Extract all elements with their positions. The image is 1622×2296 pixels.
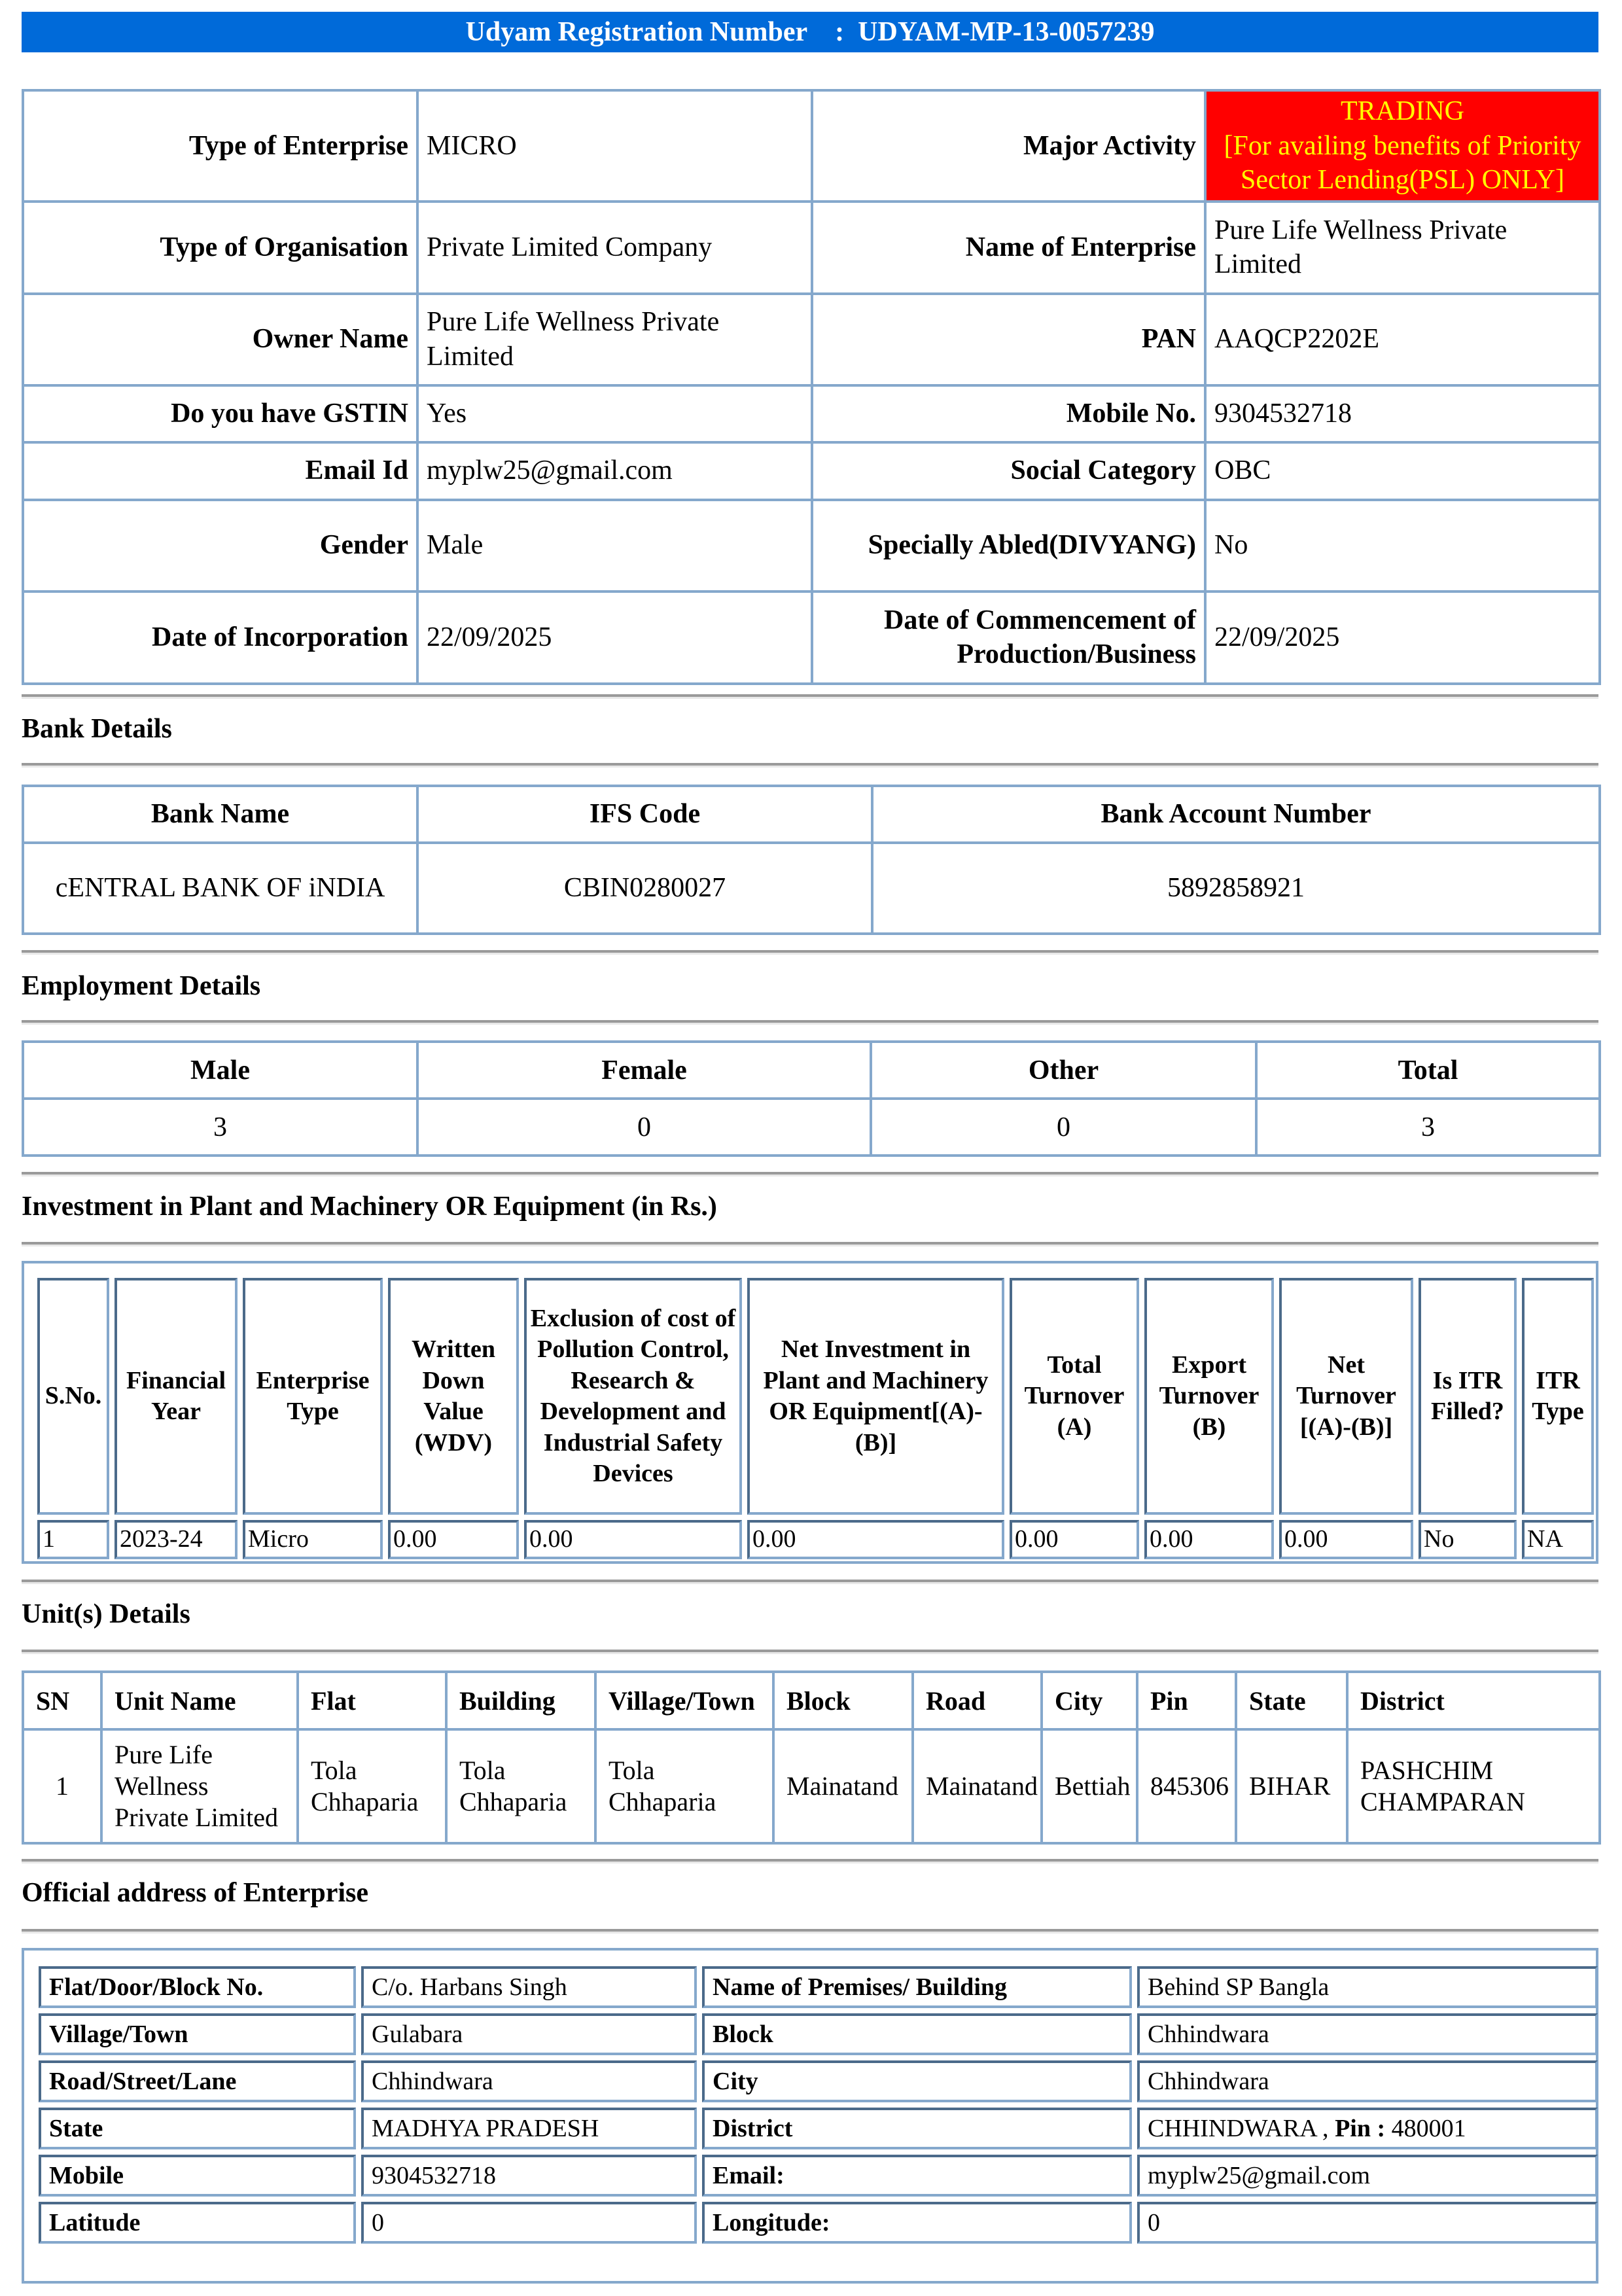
block-label: Block bbox=[702, 2013, 1132, 2055]
enterprise-details-table bbox=[22, 89, 1601, 685]
divider bbox=[22, 1859, 1598, 1863]
village-town-value: Gulabara bbox=[361, 2013, 697, 2055]
block-value: Mainatand bbox=[773, 1729, 913, 1843]
date-of-commencement-label: Date of Commencement of Production/Business bbox=[812, 592, 1205, 684]
table-row bbox=[23, 202, 1600, 294]
other-count: 0 bbox=[871, 1099, 1256, 1156]
account-number-value: 5892858921 bbox=[872, 843, 1600, 934]
owner-name-value: Pure Life Wellness Private Limited bbox=[417, 294, 812, 385]
exclusion-cost-value: 0.00 bbox=[524, 1520, 742, 1559]
pin-header: Pin bbox=[1137, 1672, 1236, 1729]
major-activity-type: TRADING bbox=[1341, 96, 1464, 126]
state-value: BIHAR bbox=[1236, 1729, 1347, 1843]
investment-heading: Investment in Plant and Machinery OR Equipment (in Rs.) bbox=[22, 1192, 717, 1222]
table-header-row bbox=[23, 1042, 1600, 1099]
state-header: State bbox=[1236, 1672, 1347, 1729]
table-row bbox=[23, 592, 1600, 684]
block-header: Block bbox=[773, 1672, 913, 1729]
email-value: myplw25@gmail.com bbox=[1137, 2155, 1598, 2197]
table-row bbox=[23, 1729, 1600, 1843]
wdv-header: Written Down Value (WDV) bbox=[388, 1278, 519, 1515]
date-of-incorporation-value: 22/09/2025 bbox=[417, 592, 812, 684]
district-header: District bbox=[1347, 1672, 1600, 1729]
state-label: State bbox=[39, 2108, 356, 2149]
ifs-code-value: CBIN0280027 bbox=[417, 843, 872, 934]
name-of-enterprise-value: Pure Life Wellness Private Limited bbox=[1205, 202, 1600, 294]
udyam-registration-header bbox=[22, 12, 1598, 52]
city-value: Bettiah bbox=[1042, 1729, 1137, 1843]
exclusion-cost-header: Exclusion of cost of Pollution Control, Research & Development and Industrial Safety Devices bbox=[524, 1278, 742, 1515]
male-count: 3 bbox=[23, 1099, 417, 1156]
pin-value: 845306 bbox=[1137, 1729, 1236, 1843]
table-row bbox=[37, 1520, 1594, 1559]
type-of-enterprise-value: MICRO bbox=[417, 90, 812, 202]
female-header: Female bbox=[417, 1042, 871, 1099]
itr-filled-value: No bbox=[1419, 1520, 1517, 1559]
divider bbox=[22, 1580, 1598, 1584]
type-of-enterprise-label: Type of Enterprise bbox=[23, 90, 417, 202]
table-row bbox=[23, 294, 1600, 385]
road-value: Mainatand bbox=[913, 1729, 1042, 1843]
table-row bbox=[39, 2155, 1598, 2197]
other-header: Other bbox=[871, 1042, 1256, 1099]
financial-year-value: 2023-24 bbox=[115, 1520, 238, 1559]
itr-type-value: NA bbox=[1522, 1520, 1594, 1559]
name-of-enterprise-label: Name of Enterprise bbox=[812, 202, 1205, 294]
ifs-code-header: IFS Code bbox=[417, 786, 872, 843]
premises-label: Name of Premises/ Building bbox=[702, 1966, 1132, 2008]
village-town-value: Tola Chhaparia bbox=[595, 1729, 773, 1843]
sn-header: SN bbox=[23, 1672, 101, 1729]
district-value bbox=[1137, 2108, 1598, 2149]
net-turnover-value: 0.00 bbox=[1279, 1520, 1413, 1559]
official-address-table bbox=[33, 1961, 1603, 2249]
premises-value: Behind SP Bangla bbox=[1137, 1966, 1598, 2008]
mobile-label: Mobile bbox=[39, 2155, 356, 2197]
table-row bbox=[23, 500, 1600, 592]
units-table bbox=[22, 1670, 1601, 1845]
enterprise-type-header: Enterprise Type bbox=[243, 1278, 383, 1515]
bank-details-table bbox=[22, 785, 1601, 935]
sn-value: 1 bbox=[23, 1729, 101, 1843]
road-label: Road/Street/Lane bbox=[39, 2060, 356, 2102]
date-of-incorporation-label: Date of Incorporation bbox=[23, 592, 417, 684]
email-label: Email: bbox=[702, 2155, 1132, 2197]
city-label: City bbox=[702, 2060, 1132, 2102]
investment-table bbox=[32, 1273, 1599, 1564]
flat-door-value: C/o. Harbans Singh bbox=[361, 1966, 697, 2008]
specially-abled-label: Specially Abled(DIVYANG) bbox=[812, 500, 1205, 592]
district-name: CHHINDWARA , bbox=[1148, 2115, 1329, 2142]
divider bbox=[22, 1172, 1598, 1176]
divider bbox=[22, 1929, 1598, 1934]
table-row bbox=[39, 2202, 1598, 2244]
table-row bbox=[23, 442, 1600, 500]
village-town-label: Village/Town bbox=[39, 2013, 356, 2055]
table-row bbox=[23, 385, 1600, 442]
total-count: 3 bbox=[1256, 1099, 1600, 1156]
female-count: 0 bbox=[417, 1099, 871, 1156]
male-header: Male bbox=[23, 1042, 417, 1099]
table-row bbox=[39, 2060, 1598, 2102]
divider bbox=[22, 1020, 1598, 1025]
gender-label: Gender bbox=[23, 500, 417, 592]
total-turnover-value: 0.00 bbox=[1010, 1520, 1139, 1559]
longitude-value: 0 bbox=[1137, 2202, 1598, 2244]
latitude-label: Latitude bbox=[39, 2202, 356, 2244]
psl-note: [For availing benefits of Priority Sector Lending(PSL) ONLY] bbox=[1224, 130, 1581, 195]
latitude-value: 0 bbox=[361, 2202, 697, 2244]
pan-value: AAQCP2202E bbox=[1205, 294, 1600, 385]
enterprise-type-value: Micro bbox=[243, 1520, 383, 1559]
total-turnover-header: Total Turnover (A) bbox=[1010, 1278, 1139, 1515]
net-turnover-header: Net Turnover [(A)-(B)] bbox=[1279, 1278, 1413, 1515]
building-header: Building bbox=[446, 1672, 595, 1729]
flat-header: Flat bbox=[298, 1672, 446, 1729]
specially-abled-value: No bbox=[1205, 500, 1600, 592]
official-address-container bbox=[22, 1948, 1598, 2284]
state-value: MADHYA PRADESH bbox=[361, 2108, 697, 2149]
divider bbox=[22, 950, 1598, 955]
registration-label: Udyam Registration Number bbox=[465, 17, 808, 47]
block-value: Chhindwara bbox=[1137, 2013, 1598, 2055]
export-turnover-value: 0.00 bbox=[1144, 1520, 1274, 1559]
bank-name-value: cENTRAL BANK OF iNDIA bbox=[23, 843, 417, 934]
employment-details-table bbox=[22, 1040, 1601, 1157]
export-turnover-header: Export Turnover (B) bbox=[1144, 1278, 1274, 1515]
gstin-value: Yes bbox=[417, 385, 812, 442]
table-row bbox=[23, 90, 1600, 202]
date-of-commencement-value: 22/09/2025 bbox=[1205, 592, 1600, 684]
unit-name-header: Unit Name bbox=[101, 1672, 298, 1729]
flat-door-label: Flat/Door/Block No. bbox=[39, 1966, 356, 2008]
divider bbox=[22, 1650, 1598, 1654]
gstin-label: Do you have GSTIN bbox=[23, 385, 417, 442]
social-category-label: Social Category bbox=[812, 442, 1205, 500]
sno-value: 1 bbox=[37, 1520, 109, 1559]
bank-details-heading: Bank Details bbox=[22, 714, 172, 744]
table-header-row bbox=[23, 786, 1600, 843]
net-investment-value: 0.00 bbox=[747, 1520, 1004, 1559]
road-value: Chhindwara bbox=[361, 2060, 697, 2102]
bank-name-header: Bank Name bbox=[23, 786, 417, 843]
building-value: Tola Chhaparia bbox=[446, 1729, 595, 1843]
wdv-value: 0.00 bbox=[388, 1520, 519, 1559]
major-activity-value bbox=[1205, 90, 1600, 202]
itr-filled-header: Is ITR Filled? bbox=[1419, 1278, 1517, 1515]
registration-number: UDYAM-MP-13-0057239 bbox=[858, 17, 1155, 47]
city-header: City bbox=[1042, 1672, 1137, 1729]
mobile-label: Mobile No. bbox=[812, 385, 1205, 442]
sno-header: S.No. bbox=[37, 1278, 109, 1515]
financial-year-header: Financial Year bbox=[115, 1278, 238, 1515]
city-value: Chhindwara bbox=[1137, 2060, 1598, 2102]
units-heading: Unit(s) Details bbox=[22, 1599, 190, 1629]
type-of-organisation-label: Type of Organisation bbox=[23, 202, 417, 294]
registration-separator: : bbox=[835, 17, 845, 47]
account-number-header: Bank Account Number bbox=[872, 786, 1600, 843]
divider bbox=[22, 1242, 1598, 1246]
pin-label: Pin : bbox=[1335, 2115, 1386, 2142]
pan-label: PAN bbox=[812, 294, 1205, 385]
table-row bbox=[39, 1966, 1598, 2008]
pin-value: 480001 bbox=[1391, 2115, 1466, 2142]
divider bbox=[22, 763, 1598, 768]
investment-table-container bbox=[22, 1261, 1598, 1564]
road-header: Road bbox=[913, 1672, 1042, 1729]
official-address-heading: Official address of Enterprise bbox=[22, 1878, 369, 1908]
table-row bbox=[39, 2108, 1598, 2149]
owner-name-label: Owner Name bbox=[23, 294, 417, 385]
type-of-organisation-value: Private Limited Company bbox=[417, 202, 812, 294]
longitude-label: Longitude: bbox=[702, 2202, 1132, 2244]
table-header-row bbox=[23, 1672, 1600, 1729]
email-value: myplw25@gmail.com bbox=[417, 442, 812, 500]
district-value: PASHCHIM CHAMPARAN bbox=[1347, 1729, 1600, 1843]
table-row bbox=[23, 843, 1600, 934]
gender-value: Male bbox=[417, 500, 812, 592]
flat-value: Tola Chhaparia bbox=[298, 1729, 446, 1843]
table-row bbox=[23, 1099, 1600, 1156]
employment-details-heading: Employment Details bbox=[22, 971, 261, 1001]
table-header-row bbox=[37, 1278, 1594, 1515]
table-row bbox=[39, 2013, 1598, 2055]
major-activity-label: Major Activity bbox=[812, 90, 1205, 202]
mobile-value: 9304532718 bbox=[1205, 385, 1600, 442]
unit-name-value: Pure Life Wellness Private Limited bbox=[101, 1729, 298, 1843]
itr-type-header: ITR Type bbox=[1522, 1278, 1594, 1515]
village-town-header: Village/Town bbox=[595, 1672, 773, 1729]
mobile-value: 9304532718 bbox=[361, 2155, 697, 2197]
email-label: Email Id bbox=[23, 442, 417, 500]
divider bbox=[22, 694, 1598, 699]
social-category-value: OBC bbox=[1205, 442, 1600, 500]
net-investment-header: Net Investment in Plant and Machinery OR Equipment[(A)-(B)] bbox=[747, 1278, 1004, 1515]
district-label: District bbox=[702, 2108, 1132, 2149]
total-header: Total bbox=[1256, 1042, 1600, 1099]
